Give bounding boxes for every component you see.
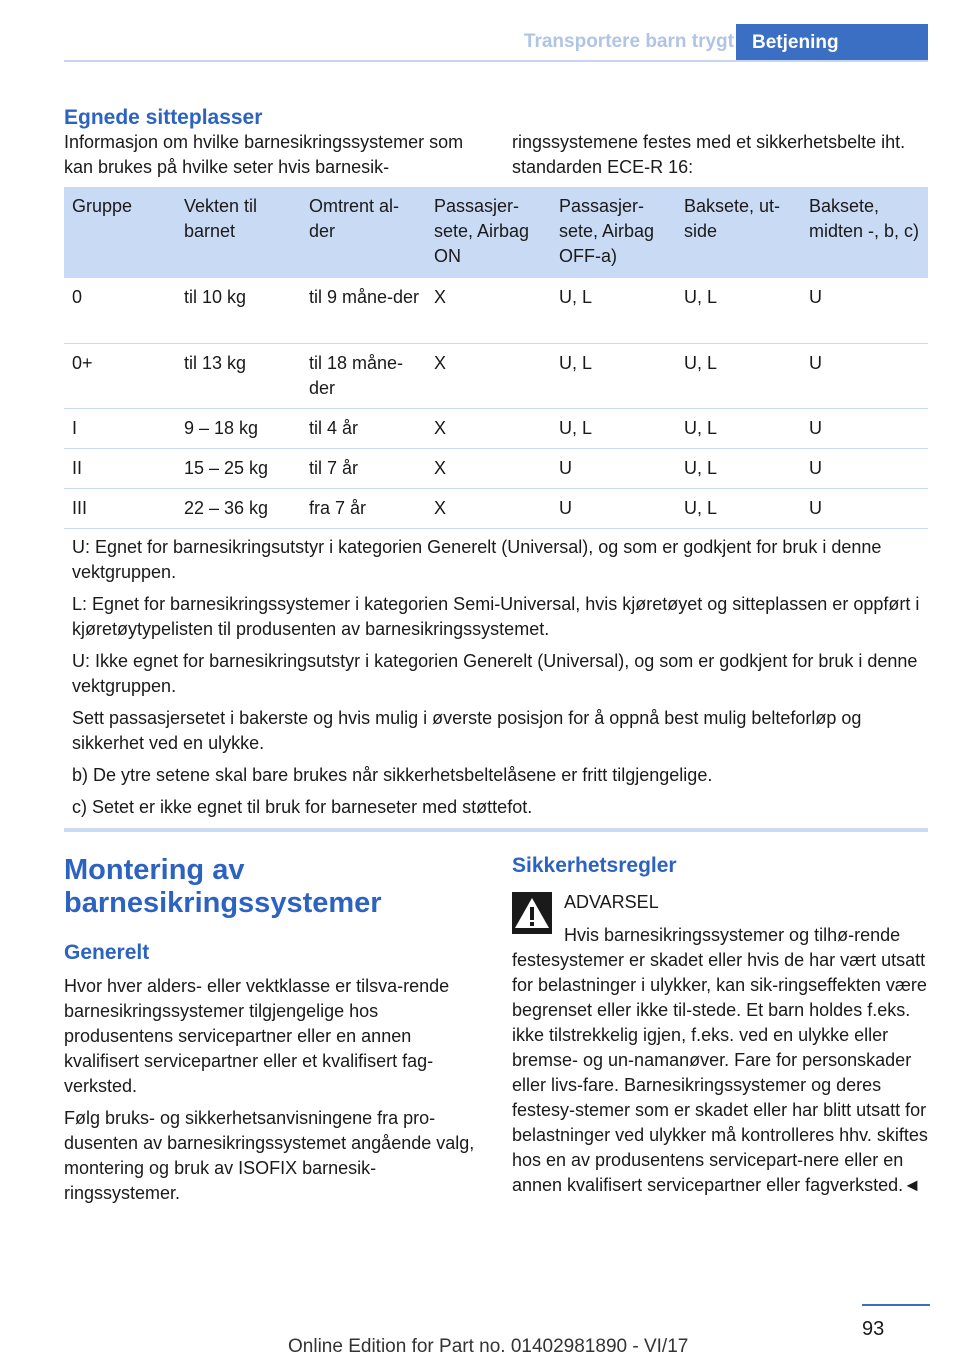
table-cell: til 9 måne-der — [301, 278, 426, 343]
table-cell: 22 – 36 kg — [176, 488, 301, 528]
table-cell: U — [801, 408, 928, 448]
table-row — [64, 278, 928, 343]
table-cell: X — [426, 408, 551, 448]
warning-label: ADVARSEL — [564, 892, 659, 912]
header-divider — [64, 60, 928, 62]
note-seat-position: Sett passasjersetet i bakerste og hvis mulig i øverste posisjon for å oppnå best mulig belteforløp og sikkerhet ved en ulykke. — [72, 708, 862, 753]
table-cell: U — [801, 448, 928, 488]
note-b: b) De ytre setene skal bare brukes når sikkerhetsbeltelåsene er fritt tilgjengelige. — [72, 765, 713, 785]
table-cell: X — [426, 488, 551, 528]
general-text — [64, 974, 484, 1213]
table-cell: til 4 år — [301, 408, 426, 448]
note-universal: U: Egnet for barnesikringsutstyr i kategorien Generelt (Universal), og som er godkjent for bruk i denne vektgruppen. — [72, 537, 882, 582]
col-header-rear-outer: Baksete, ut-side — [676, 187, 801, 278]
table-row — [64, 343, 928, 408]
table-cell: X — [426, 278, 551, 343]
paragraph: Hvor hver alders- eller vektklasse er tilsva-rende barnesikringssystemer tilgjengelige hos produsentens servicepartner eller en annen kvalifisert servicepartner eller et kvalifisert fag-verksted. — [64, 976, 450, 1096]
intro-text-col2: ringssystemene festes med et sikkerhetsbelte iht. standarden ECE-R 16: — [512, 132, 906, 177]
safety-heading: Sikkerhetsregler — [512, 854, 677, 877]
tab-betjening[interactable]: Betjening — [736, 24, 928, 62]
table-cell: 15 – 25 kg — [176, 448, 301, 488]
table-cell: til 10 kg — [176, 278, 301, 343]
table-cell: fra 7 år — [301, 488, 426, 528]
col-header-passenger-airbag-off: Passasjer-sete, Airbag OFF-a) — [551, 187, 676, 278]
table-cell: X — [426, 448, 551, 488]
breadcrumb-section[interactable]: Transportere barn trygt — [523, 31, 734, 52]
page-number: 93 — [862, 1318, 885, 1340]
col-header-rear-middle: Baksete, midten -, b, c) — [801, 187, 928, 278]
child-seat-table — [64, 187, 928, 529]
table-cell: U — [551, 448, 676, 488]
table-cell: U, L — [676, 278, 801, 343]
table-cell: U, L — [551, 408, 676, 448]
page-header — [0, 0, 960, 62]
footer-divider — [862, 1304, 930, 1306]
note-not-suitable: U: Ikke egnet for barnesikringsutstyr i kategorien Generelt (Universal), og som er godkjent for bruk i denne vektgruppen. — [72, 651, 918, 696]
table-cell: I — [64, 408, 176, 448]
table-header-row — [64, 187, 928, 278]
table-cell: U, L — [676, 408, 801, 448]
table-cell: U, L — [551, 343, 676, 408]
table-notes — [64, 535, 928, 827]
table-cell: U — [801, 488, 928, 528]
intro-text-col1: Informasjon om hvilke barnesikringssystemer som kan brukes på hvilke seter hvis barnesik- — [64, 132, 464, 177]
table-row — [64, 448, 928, 488]
subsection-title: Generelt — [64, 941, 150, 964]
table-cell: U, L — [551, 278, 676, 343]
col-header-weight: Vekten til barnet — [176, 187, 301, 278]
table-cell: U, L — [676, 488, 801, 528]
table-cell: X — [426, 343, 551, 408]
table-cell: II — [64, 448, 176, 488]
table-cell: U — [551, 488, 676, 528]
section-divider — [64, 828, 928, 832]
col-header-age: Omtrent al-der — [301, 187, 426, 278]
col-header-group: Gruppe — [64, 187, 176, 278]
table-cell: 0+ — [64, 343, 176, 408]
footer-edition: Online Edition for Part no. 01402981890 - VI/17 — [288, 1336, 689, 1357]
table-cell: U — [801, 278, 928, 343]
table-cell: U, L — [676, 448, 801, 488]
table-row — [64, 488, 928, 528]
warning-text: Hvis barnesikringssystemer og tilhø-rende festesystemer er skadet eller hvis de har vært utsatt for belastninger i ulykker, kan sik-ringseffekten være begrenset eller ikke til-stede. Et barn holdes f.eks. ikke tilstrekkelig igjen, f.eks. ved en ulykke eller bremse- og un-namanøver. Fare for personskader eller livs-fare. Barnesikringssystemer og deres festesy-stemer som er skadet eller har blitt utsatt for belastninger ved ulykker må kontrolleres hhv. skiftes hos en av produsentens servicepart-nere eller en annen kvalifisert servicepartner eller fagverksted.◄ — [512, 925, 928, 1195]
note-c: c) Setet er ikke egnet til bruk for barneseter med støttefot. — [72, 797, 533, 817]
table-cell: 9 – 18 kg — [176, 408, 301, 448]
note-semi-universal: L: Egnet for barnesikringssystemer i kategorien Semi-Universal, hvis kjøretøyet og sitteplassen er oppført i kjøretøytypelisten til produsenten av barnesikringssystemet. — [72, 594, 920, 639]
table-cell: til 13 kg — [176, 343, 301, 408]
table-cell: U — [801, 343, 928, 408]
table-cell: til 18 måne-der — [301, 343, 426, 408]
paragraph: Følg bruks- og sikkerhetsanvisningene fra pro-dusenten av barnesikringssystemet angående valg, montering og bruk av ISOFIX barnesik-ringssystemer. — [64, 1108, 475, 1203]
table-cell: til 7 år — [301, 448, 426, 488]
table-cell: III — [64, 488, 176, 528]
table-cell: 0 — [64, 278, 176, 343]
table-row — [64, 408, 928, 448]
section-title: Montering av barnesikringssystemer — [64, 854, 382, 919]
intro-heading: Egnede sitteplasser — [64, 106, 263, 129]
col-header-passenger-airbag-on: Passasjer-sete, Airbag ON — [426, 187, 551, 278]
table-cell: U, L — [676, 343, 801, 408]
